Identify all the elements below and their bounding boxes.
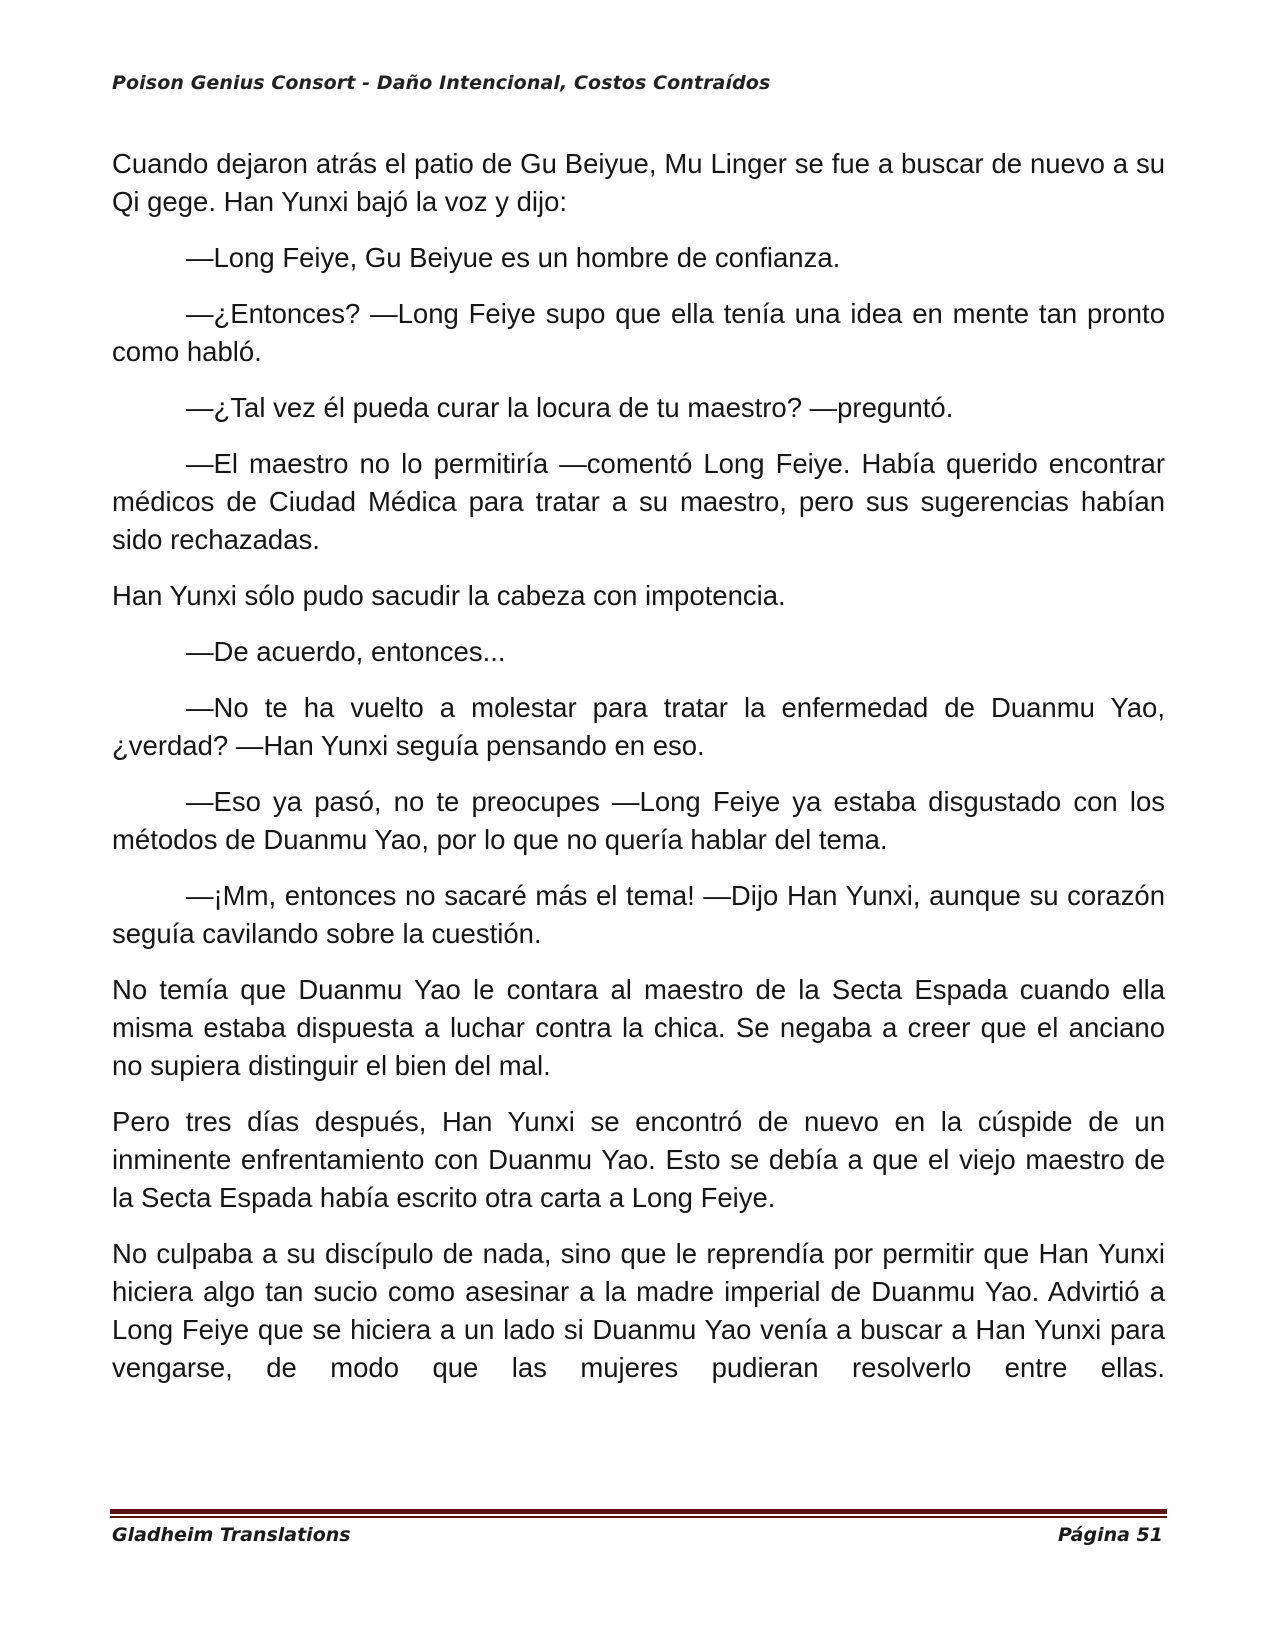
footer-rule-thin bbox=[110, 1516, 1167, 1518]
running-header: Poison Genius Consort - Daño Intencional, Costos Contraídos bbox=[112, 72, 771, 94]
paragraph: Cuando dejaron atrás el patio de Gu Beiyue, Mu Linger se fue a buscar de nuevo a su Qi gege. Han Yunxi bajó la voz y dijo: bbox=[112, 148, 1165, 217]
paragraph: —No te ha vuelto a molestar para tratar la enfermedad de Duanmu Yao, ¿verdad? —Han Yunxi seguía pensando en eso. bbox=[112, 692, 1165, 761]
paragraph: —¿Entonces? —Long Feiye supo que ella tenía una idea en mente tan pronto como habló. bbox=[112, 298, 1165, 367]
paragraph: —De acuerdo, entonces... bbox=[186, 636, 506, 667]
paragraph: —El maestro no lo permitiría —comentó Long Feiye. Había querido encontrar médicos de Ciudad Médica para tratar a su maestro, pero sus sugerencias habían sido rechazadas. bbox=[112, 448, 1165, 555]
paragraph: No temía que Duanmu Yao le contara al maestro de la Secta Espada cuando ella misma estaba dispuesta a luchar contra la chica. Se negaba a creer que el anciano no supiera distinguir el bien del mal. bbox=[112, 974, 1165, 1081]
paragraph: —Long Feiye, Gu Beiyue es un hombre de confianza. bbox=[186, 242, 841, 273]
paragraph: Pero tres días después, Han Yunxi se encontró de nuevo en la cúspide de un inminente enfrentamiento con Duanmu Yao. Esto se debía a que el viejo maestro de la Secta Espada había escrito otra carta a Long Feiye. bbox=[112, 1106, 1165, 1213]
paragraph: No culpaba a su discípulo de nada, sino que le reprendía por permitir que Han Yunxi hiciera algo tan sucio como asesinar a la madre imperial de Duanmu Yao. Advirtió a Long Feiye que se hiciera a un lado si Duanmu Yao venía a buscar a Han Yunxi para vengarse, de modo que las mujeres pudieran resolverlo entre ellas. bbox=[112, 1238, 1165, 1383]
paragraph: —¡Mm, entonces no sacaré más el tema! —Dijo Han Yunxi, aunque su corazón seguía cavilando sobre la cuestión. bbox=[112, 880, 1165, 949]
paragraph: —¿Tal vez él pueda curar la locura de tu maestro? —preguntó. bbox=[186, 392, 954, 423]
paragraph: Han Yunxi sólo pudo sacudir la cabeza con impotencia. bbox=[112, 580, 786, 611]
paragraph: —Eso ya pasó, no te preocupes —Long Feiye ya estaba disgustado con los métodos de Duanmu Yao, por lo que no quería hablar del tema. bbox=[112, 786, 1165, 855]
body-text bbox=[112, 145, 1165, 1405]
footer-credit: Gladheim Translations bbox=[112, 1524, 351, 1546]
page-number: Página 51 bbox=[1057, 1524, 1163, 1546]
footer-rule bbox=[110, 1509, 1167, 1519]
footer-rule-thick bbox=[110, 1509, 1167, 1514]
